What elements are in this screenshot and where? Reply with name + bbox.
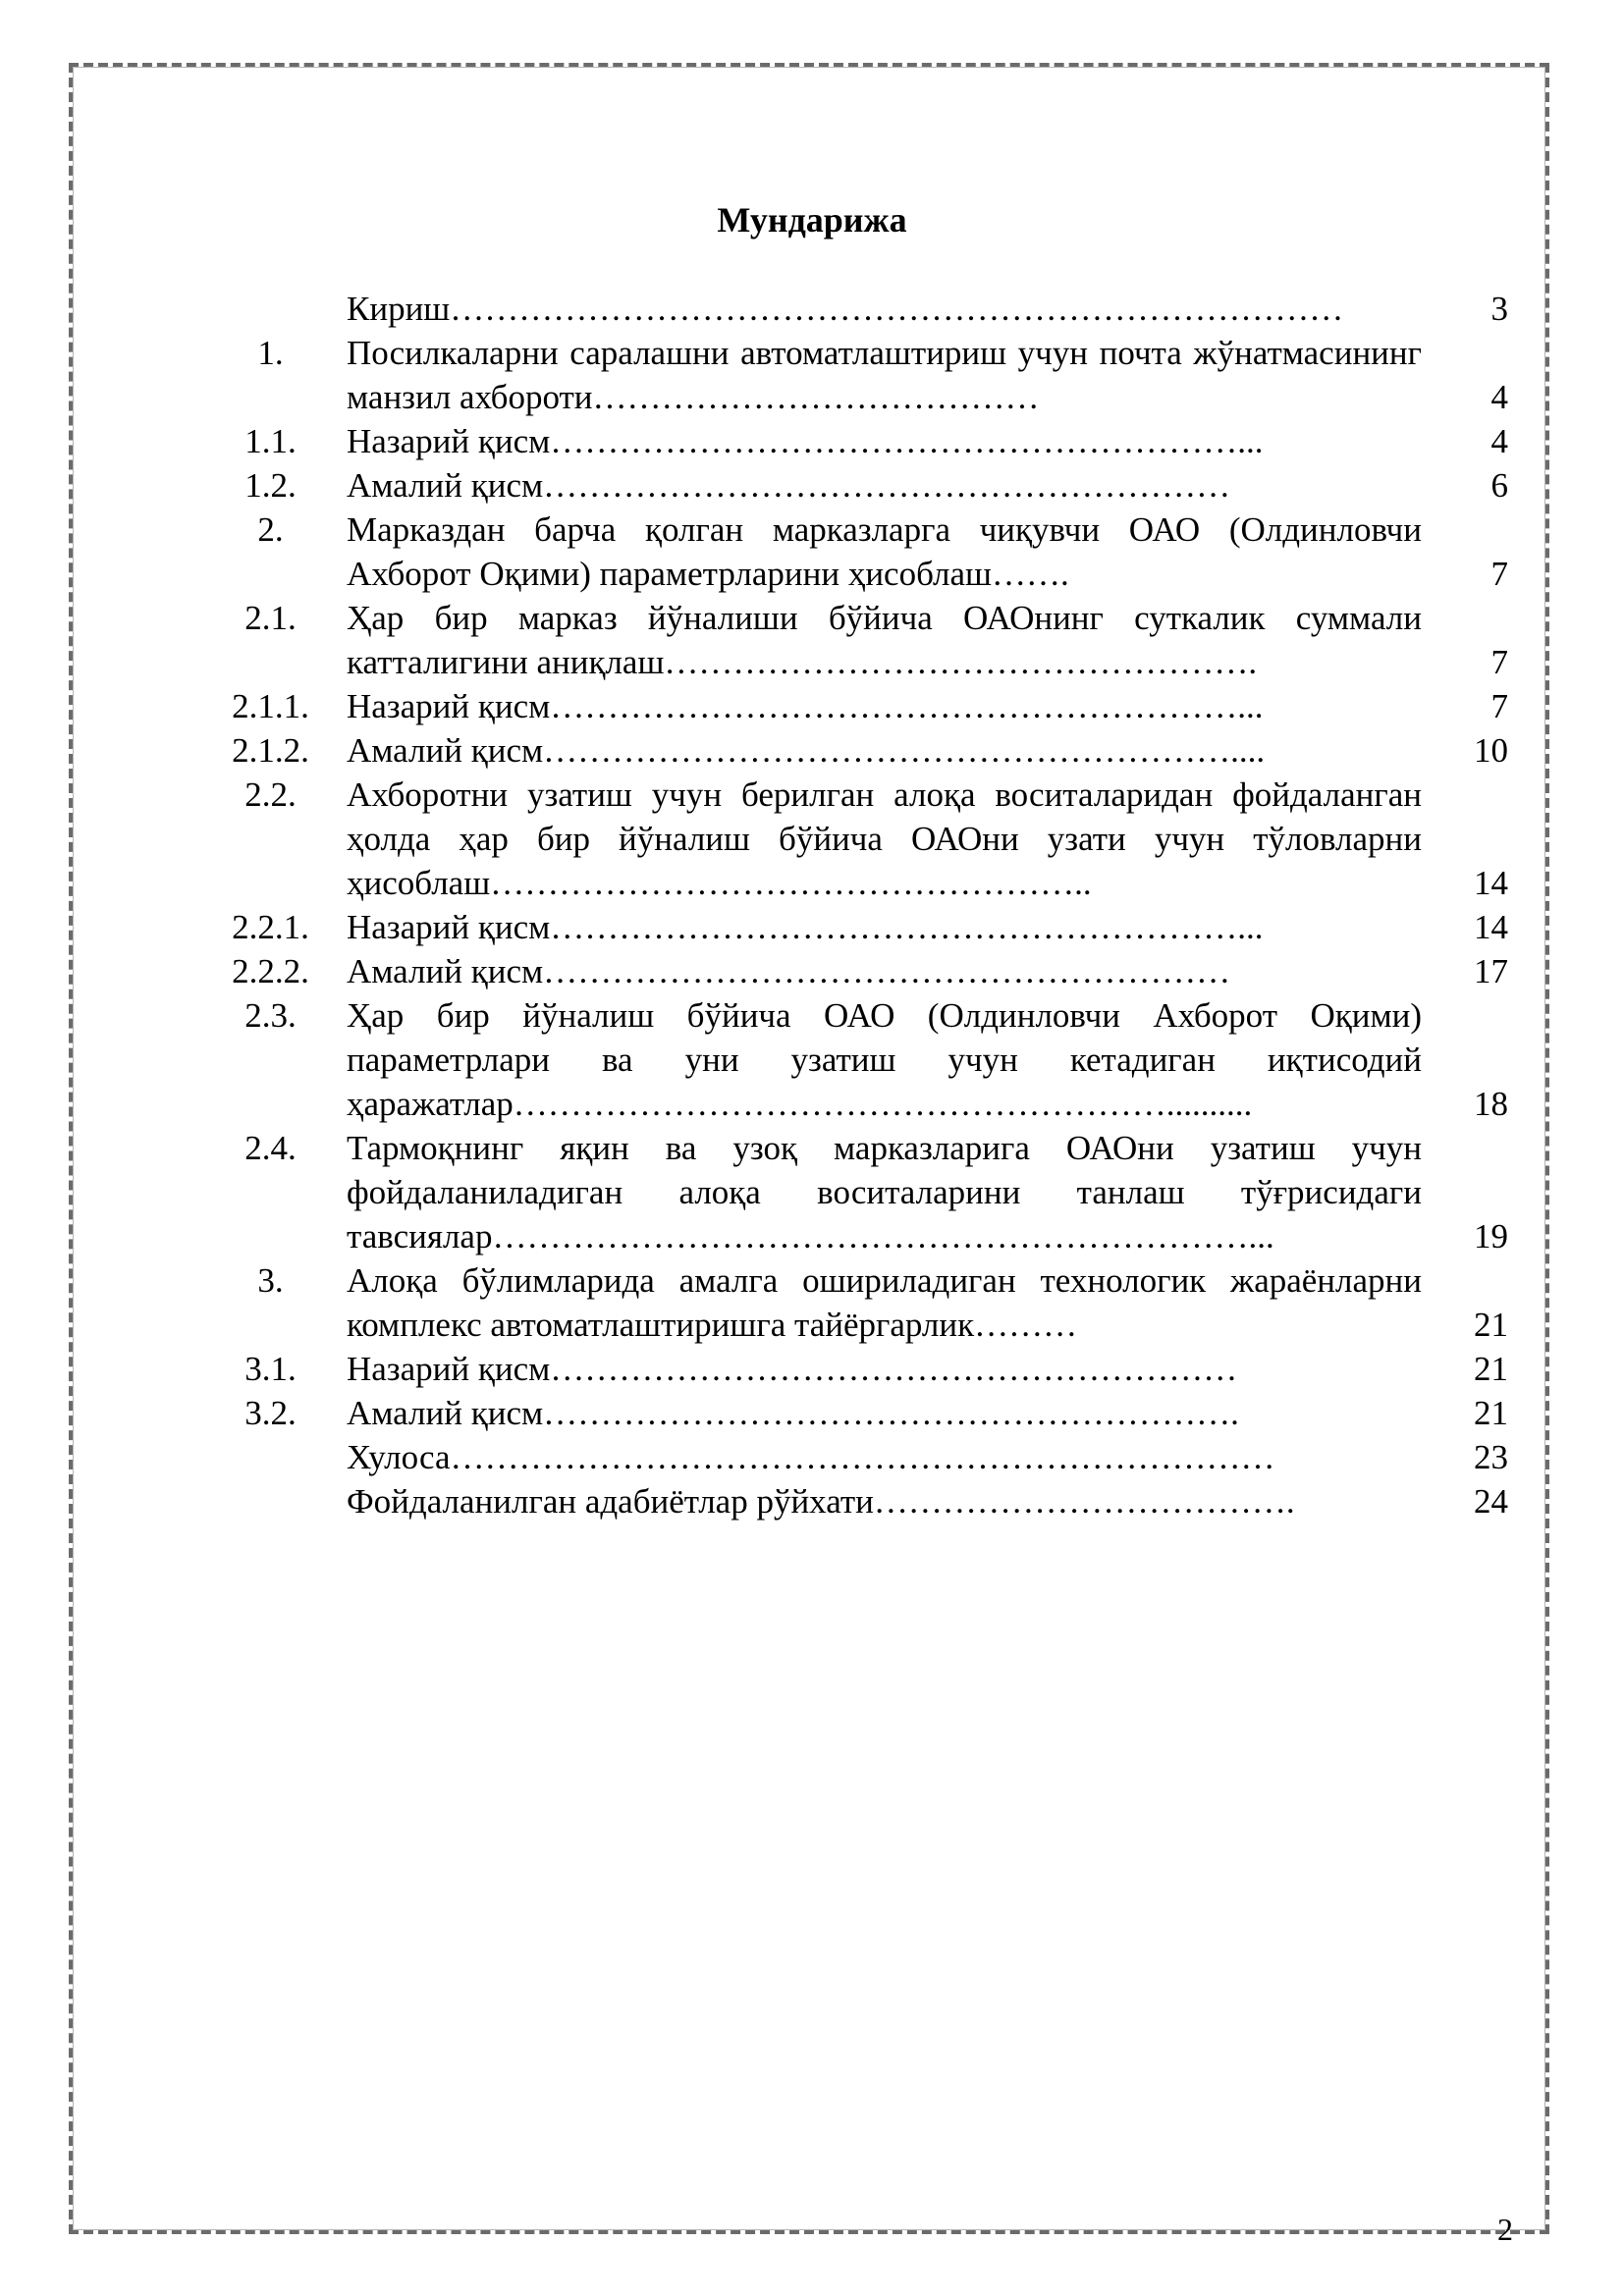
toc-entry-page: 4	[1490, 378, 1508, 416]
toc-entry-number: 2.2.1.	[232, 908, 309, 946]
toc-entry-number: 1.2.	[244, 466, 297, 505]
page-number: 2	[1497, 2212, 1513, 2247]
toc-entry-number: 3.	[257, 1261, 284, 1300]
toc-entry[interactable]	[224, 1347, 1510, 1391]
toc-entry[interactable]	[224, 331, 1510, 419]
toc-entry-page: 6	[1490, 466, 1508, 505]
toc-entry[interactable]	[224, 949, 1510, 993]
toc-entry[interactable]	[224, 905, 1510, 949]
toc-entry-page: 17	[1474, 952, 1508, 990]
toc-entry-number: 2.4.	[244, 1129, 297, 1167]
toc-entry-title: Ҳар бир марказ йўналиши бўйича ОАОнинг суткалик суммали катталигини аниқлаш…………………………………………….	[347, 599, 1422, 681]
toc-entry-page: 10	[1474, 731, 1508, 770]
toc-entry-title: Амалий қисм…………………………………………………….	[347, 1394, 1239, 1432]
toc-entry[interactable]	[224, 596, 1510, 684]
toc-entry-title: Назарий қисм……………………………………………………...	[347, 687, 1264, 725]
toc-entry-number: 2.2.2.	[232, 952, 309, 990]
toc-entry[interactable]	[224, 287, 1510, 331]
toc-entry[interactable]	[224, 728, 1510, 773]
toc-entry-title: Назарий қисм……………………………………………………...	[347, 422, 1264, 460]
toc-entry-page: 4	[1490, 422, 1508, 460]
toc-entry[interactable]	[224, 684, 1510, 728]
toc-entry-page: 14	[1474, 864, 1508, 902]
toc-entry-number: 2.2.	[244, 775, 297, 814]
toc-entry-page: 21	[1474, 1394, 1508, 1432]
toc-entry[interactable]	[224, 1126, 1510, 1258]
toc-entry[interactable]	[224, 993, 1510, 1126]
document-title: Мундарижа	[717, 200, 907, 240]
toc-entry[interactable]	[224, 773, 1510, 905]
toc-entry-page: 21	[1474, 1306, 1508, 1344]
toc-entry-title: Назарий қисм……………………………………………………...	[347, 908, 1264, 946]
toc-entry-number: 3.2.	[244, 1394, 297, 1432]
toc-entry-title: Тармоқнинг яқин ва узоқ марказларига ОАОни узатиш учун фойдаланиладиган алоқа воситаларини танлаш тўғрисидаги тавсиялар…………………………………………………………...	[347, 1129, 1422, 1255]
toc-entry-page: 7	[1490, 687, 1508, 725]
toc-entry[interactable]	[224, 419, 1510, 463]
toc-entry-title: Хулоса………………………………………………………………	[347, 1438, 1275, 1476]
toc-entry-page: 21	[1474, 1350, 1508, 1388]
toc-entry[interactable]	[224, 1258, 1510, 1347]
toc-entry-page: 3	[1490, 290, 1508, 328]
toc-entry[interactable]	[224, 463, 1510, 507]
toc-entry-title: Фойдаланилган адабиётлар рўйхати……………………………….	[347, 1482, 1295, 1521]
toc-entry-number: 2.1.2.	[232, 731, 309, 770]
toc-entry-title: Амалий қисм……………………………………………………	[347, 952, 1231, 990]
toc-entry-page: 23	[1474, 1438, 1508, 1476]
toc-entry-number: 2.1.	[244, 599, 297, 637]
toc-entry-title: Алоқа бўлимларида амалга ошириладиган технологик жараёнларни комплекс автоматлаштиришга тайёргарлик………	[347, 1261, 1422, 1344]
toc-entry-page: 7	[1490, 643, 1508, 681]
toc-entry-number: 2.	[257, 510, 284, 549]
toc-entry-number: 3.1.	[244, 1350, 297, 1388]
toc-entry[interactable]	[224, 1391, 1510, 1435]
table-of-contents	[224, 287, 1510, 1523]
toc-entry-number: 1.1.	[244, 422, 297, 460]
toc-entry-title: Посилкаларни саралашни автоматлаштириш учун почта жўнатмасининг манзил ахбороти…………………………………	[347, 334, 1422, 416]
toc-entry-page: 19	[1474, 1217, 1508, 1255]
toc-entry-page: 24	[1474, 1482, 1508, 1521]
toc-entry-title: Назарий қисм……………………………………………………	[347, 1350, 1238, 1388]
toc-entry-title: Марказдан барча қолган марказларга чиқувчи ОАО (Олдинловчи Ахборот Оқими) параметрларини ҳисоблаш…….	[347, 510, 1422, 593]
toc-entry[interactable]	[224, 1479, 1510, 1523]
toc-entry-title: Амалий қисм……………………………………………………....	[347, 731, 1266, 770]
toc-entry-number: 1.	[257, 334, 284, 372]
toc-entry-title: Амалий қисм……………………………………………………	[347, 466, 1231, 505]
toc-entry[interactable]	[224, 507, 1510, 596]
toc-entry-number: 2.1.1.	[232, 687, 309, 725]
toc-entry-title: Ҳар бир йўналиш бўйича ОАО (Олдинловчи Ахборот Оқими) параметрлари ва уни узатиш учун кетадиган иқтисодий ҳаражатлар…………………………………………………..........	[347, 996, 1422, 1123]
toc-entry-title: Ахборотни узатиш учун берилган алоқа воситаларидан фойдаланган ҳолда ҳар бир йўналиш бўйича ОАОни узати учун тўловларни ҳисоблаш……………………………………………..	[347, 775, 1422, 902]
toc-entry-page: 14	[1474, 908, 1508, 946]
toc-entry[interactable]	[224, 1435, 1510, 1479]
toc-entry-number: 2.3.	[244, 996, 297, 1035]
toc-entry-page: 7	[1490, 555, 1508, 593]
toc-entry-title: Кириш……………………………………………………………………	[347, 290, 1344, 328]
toc-entry-page: 18	[1474, 1085, 1508, 1123]
